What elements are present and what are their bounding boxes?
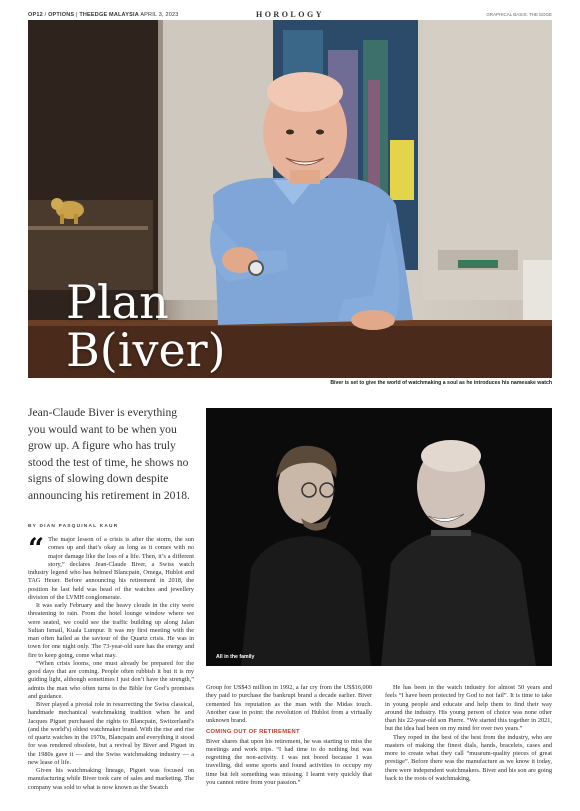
paragraph: “When crisis looms, one must already be prepared for the good days that are coming. People often rubbish it but it is my guiding light, although sometimes I just don’t have the strength,” admits the man who often turns to the Bible for God’s promises and guidance. [28,659,194,700]
paper-name: THEEDGE MALAYSIA [79,12,139,18]
byline: BY DIAN PASQUINAL KAUR [28,524,119,529]
family-photo [206,408,552,666]
paragraph: Biver shares that upon his retirement, he was starting to miss the meetings and work trips. “I had time to do nothing but was regretting the non-activity. I was not bored because I was travelling, did some sports and found activities to occupy my time but felt something was missing. I learnt very quickly that you cannot retire from your passion.” [206,737,372,786]
hero-title [66,275,226,377]
drop-cap: “ [28,532,45,565]
standfirst: Jean-Claude Biver is everything you would want to be when you grow up. A figure who has truly stood the test of time, he shows no signs of slowing down despite announcing his retirement in 2018. [28,406,190,502]
article-column-3 [385,684,552,783]
paragraph: Given his watchmaking lineage, Piguet was focused on manufacturing while Biver took care of sales and marketing. The company was sold to what is now known as the Swatch [28,767,194,791]
paragraph: Biver played a pivotal role in resurrecting the Swiss classical, handmade mechanical watchmaking tradition when he and Jacques Piguet purchased the rights to Blancpain, Switzerland’s (and the world’s) oldest watchmaker brand. With the rise and rise of quartz watches in the 1970s, Blancpain and everything it stood for was rendered obsolete, but a revival by Biver and Piguet in the 1980s gave it — and the Swiss watchmaking industry — a new lease of life. [28,701,194,766]
paragraph-text: The major lesson of a crisis is after the storm, the sun comes up and that’s okay as long as it comes with no major damage like the loss of a life. Then, it’s a different story,” declares Jean-Claude Biver, a Swiss watch industry legend who has helmed Blancpain, Omega, Hublot and TAG Heuer. Before announcing his retirement in 2018, the position he last held was head of the watches and jewellery division of the LVMH conglomerate. [28,536,194,601]
photo-credit: GRAPHICAL BASIS: THE EDGE [486,12,552,17]
issue-date: APRIL 3, 2023 [140,12,179,18]
hero-title-line2: B(iver) [66,323,226,377]
family-illustration [206,408,552,666]
paragraph: He has been in the watch industry for almost 50 years and feels “I have been protected by God to not fail”. It is time to take in young people and educate and help them to find their way around the industry. His young person of choice was none other than his 22-year-old son Pierre. “We started this together in 2021, but the idea had been on my mind for over two years.” [385,684,552,733]
paragraph [28,532,194,602]
category-label: HOROLOGY [255,10,324,19]
family-caption: All in the family [216,654,255,660]
article-column-2 [206,684,372,787]
page-code: OP12 [28,12,43,18]
section-name: OPTIONS [48,12,75,18]
paragraph: They roped in the best of the best from the industry, who are masters of making the finest dials, hands, bracelets, cases and more to create what they call “museum-quality pieces of great prestige”. Before there was the manufacture as we know it today, there were independent watchmakers. Biver and his son are going back to the roots of watchmaking, [385,733,552,782]
paragraph: Group for US$43 million in 1992, a far cry from the US$16,000 they paid to purchase the bankrupt brand a decade earlier. Biver cemented his reputation as the man with the Midas touch. Another case in point: the revolution of Hublot from a virtually unknown brand. [206,684,372,724]
header-left: OP12 / OPTIONS | THEEDGE MALAYSIA APRIL 3, 2023 [28,12,179,18]
hero-photo [28,20,552,378]
paragraph: It was early February and the heavy clouds in the city were threatening to rain. From the hotel lounge window where we were seated, we could see the traffic building up along Jalan Sultan Ismail, Kuala Lumpur. It was my first meeting with the man often hailed as the saviour of the Quartz crisis. He was in town for one night only. The 73-year-old sure has the energy and fire to keep going, come what may. [28,602,194,659]
subhead: COMING OUT OF RETIREMENT [206,729,300,736]
hero-caption: Biver is set to give the world of watchmaking a soul as he introduces his namesake watch [330,380,552,386]
hero-title-line1: Plan [66,275,169,329]
article-column-1 [28,532,194,792]
